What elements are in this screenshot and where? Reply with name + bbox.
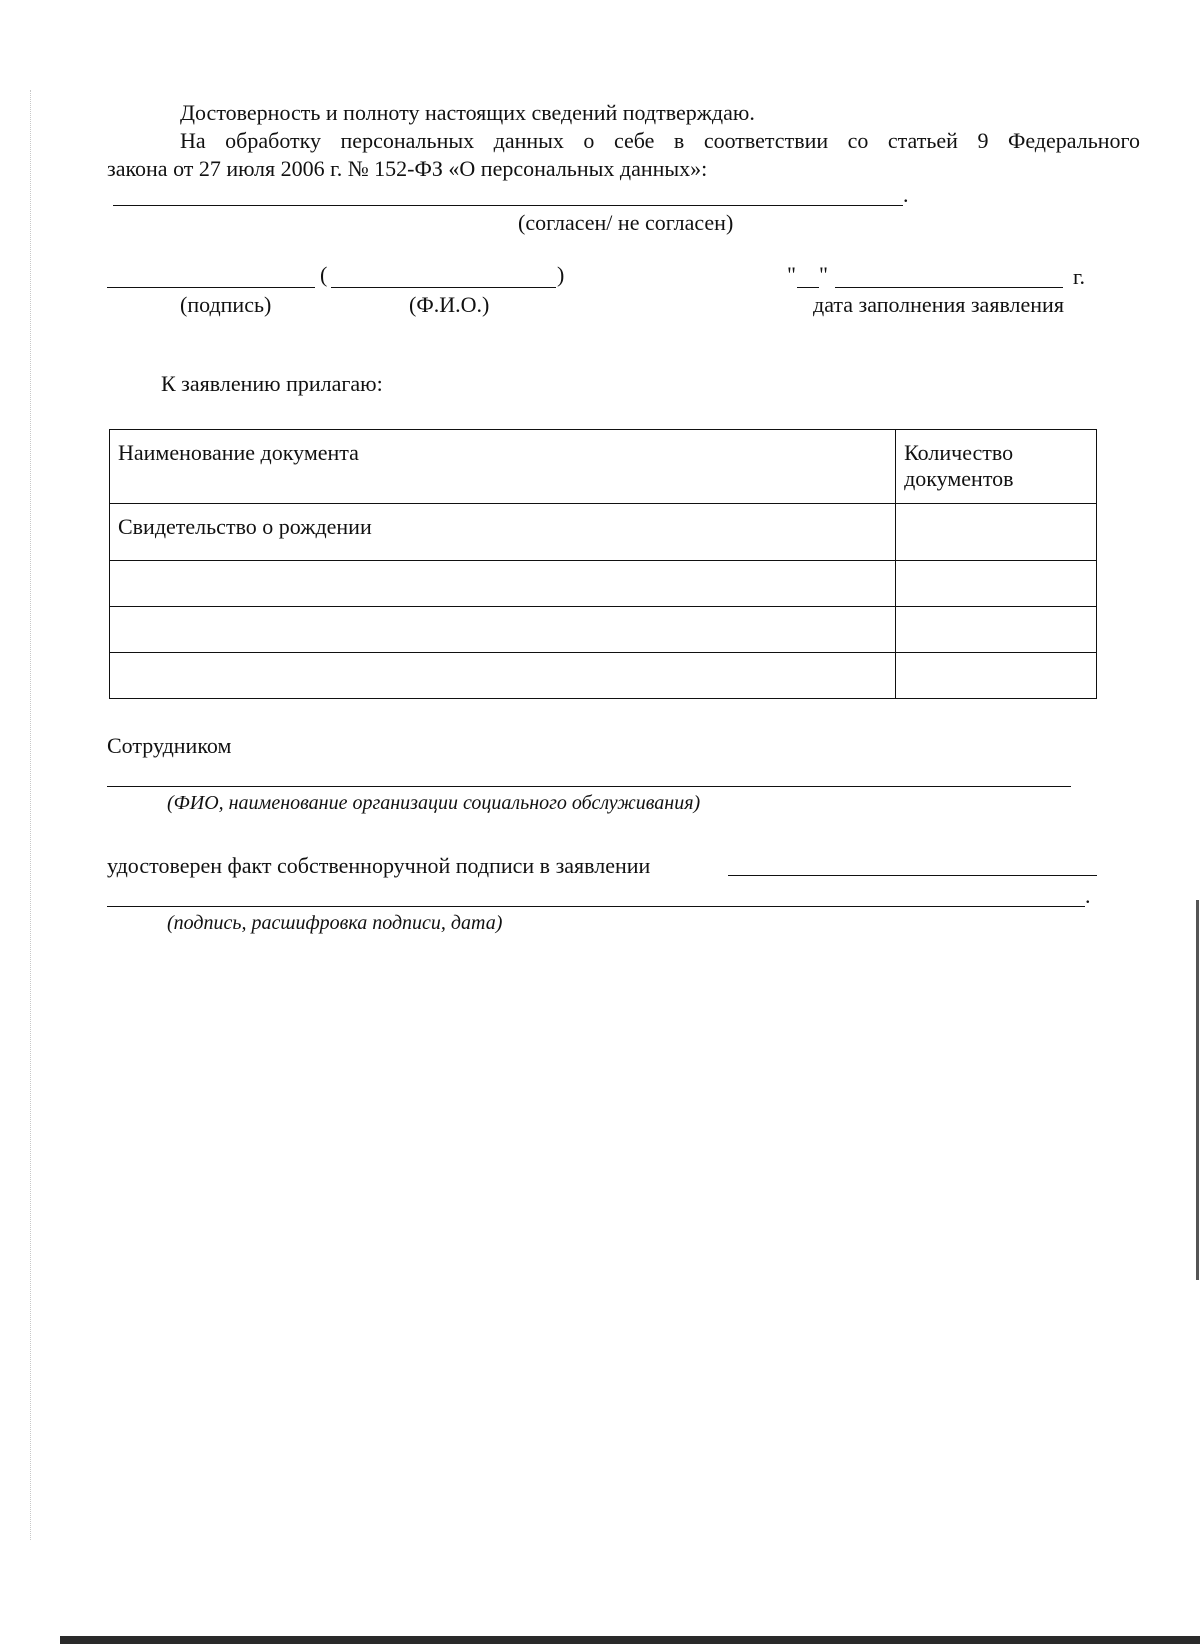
- consent-answer-line[interactable]: [113, 205, 903, 206]
- table-header-row: [110, 430, 1097, 504]
- table-cell-name[interactable]: [110, 607, 896, 653]
- date-quote-open: ": [787, 262, 796, 287]
- attachments-intro: К заявлению прилагаю:: [161, 371, 383, 396]
- employee-label: Сотрудником: [107, 733, 232, 758]
- employee-line[interactable]: [107, 786, 1071, 787]
- scan-edge-right: [1196, 900, 1199, 1280]
- date-caption: дата заполнения заявления: [813, 292, 1064, 317]
- table-cell-name[interactable]: [110, 561, 896, 607]
- date-year-suffix: г.: [1073, 264, 1086, 289]
- scan-edge-bottom: [60, 1636, 1200, 1644]
- consent-line-period: .: [903, 182, 909, 207]
- signature-line[interactable]: [107, 287, 315, 288]
- date-month-line[interactable]: [835, 287, 1063, 288]
- table-cell-count[interactable]: [896, 561, 1097, 607]
- header-document-name: Наименование документа: [110, 430, 896, 504]
- confirm-text: Достоверность и полноту настоящих сведений подтверждаю.: [180, 100, 755, 125]
- consent-text-line1: На обработку персональных данных о себе в соответствии со статьей 9 Федерального: [180, 128, 1140, 153]
- date-quote-close: ": [819, 262, 828, 287]
- header-document-count: Количество документов: [896, 430, 1097, 504]
- table-row: [110, 504, 1097, 561]
- table-cell-count[interactable]: [896, 653, 1097, 699]
- signature-caption: (подпись): [180, 292, 272, 317]
- certified-details-line[interactable]: [107, 906, 1085, 907]
- table-cell-count[interactable]: [896, 607, 1097, 653]
- fio-close-paren: ): [557, 262, 565, 287]
- certified-text: удостоверен факт собственноручной подписи в заявлении: [107, 853, 651, 878]
- table-cell-count[interactable]: [896, 504, 1097, 561]
- table-row: [110, 607, 1097, 653]
- table-row: [110, 653, 1097, 699]
- fio-caption: (Ф.И.О.): [409, 292, 490, 317]
- certified-signature-line[interactable]: [728, 875, 1097, 876]
- table-cell-name[interactable]: [110, 653, 896, 699]
- fio-line[interactable]: [331, 287, 556, 288]
- certified-caption: (подпись, расшифровка подписи, дата): [167, 912, 503, 934]
- documents-table: [109, 429, 1097, 699]
- employee-caption: (ФИО, наименование организации социального обслуживания): [167, 792, 701, 814]
- consent-caption: (согласен/ не согласен): [518, 210, 734, 235]
- scan-edge-left: [30, 90, 31, 1540]
- table-row: [110, 561, 1097, 607]
- table-cell-name[interactable]: Свидетельство о рождении: [110, 504, 896, 561]
- certified-line-period: .: [1085, 883, 1091, 908]
- consent-text-line2: закона от 27 июля 2006 г. № 152-ФЗ «О персональных данных»:: [107, 156, 708, 181]
- date-day-line[interactable]: [797, 287, 819, 288]
- fio-open-paren: (: [320, 262, 328, 287]
